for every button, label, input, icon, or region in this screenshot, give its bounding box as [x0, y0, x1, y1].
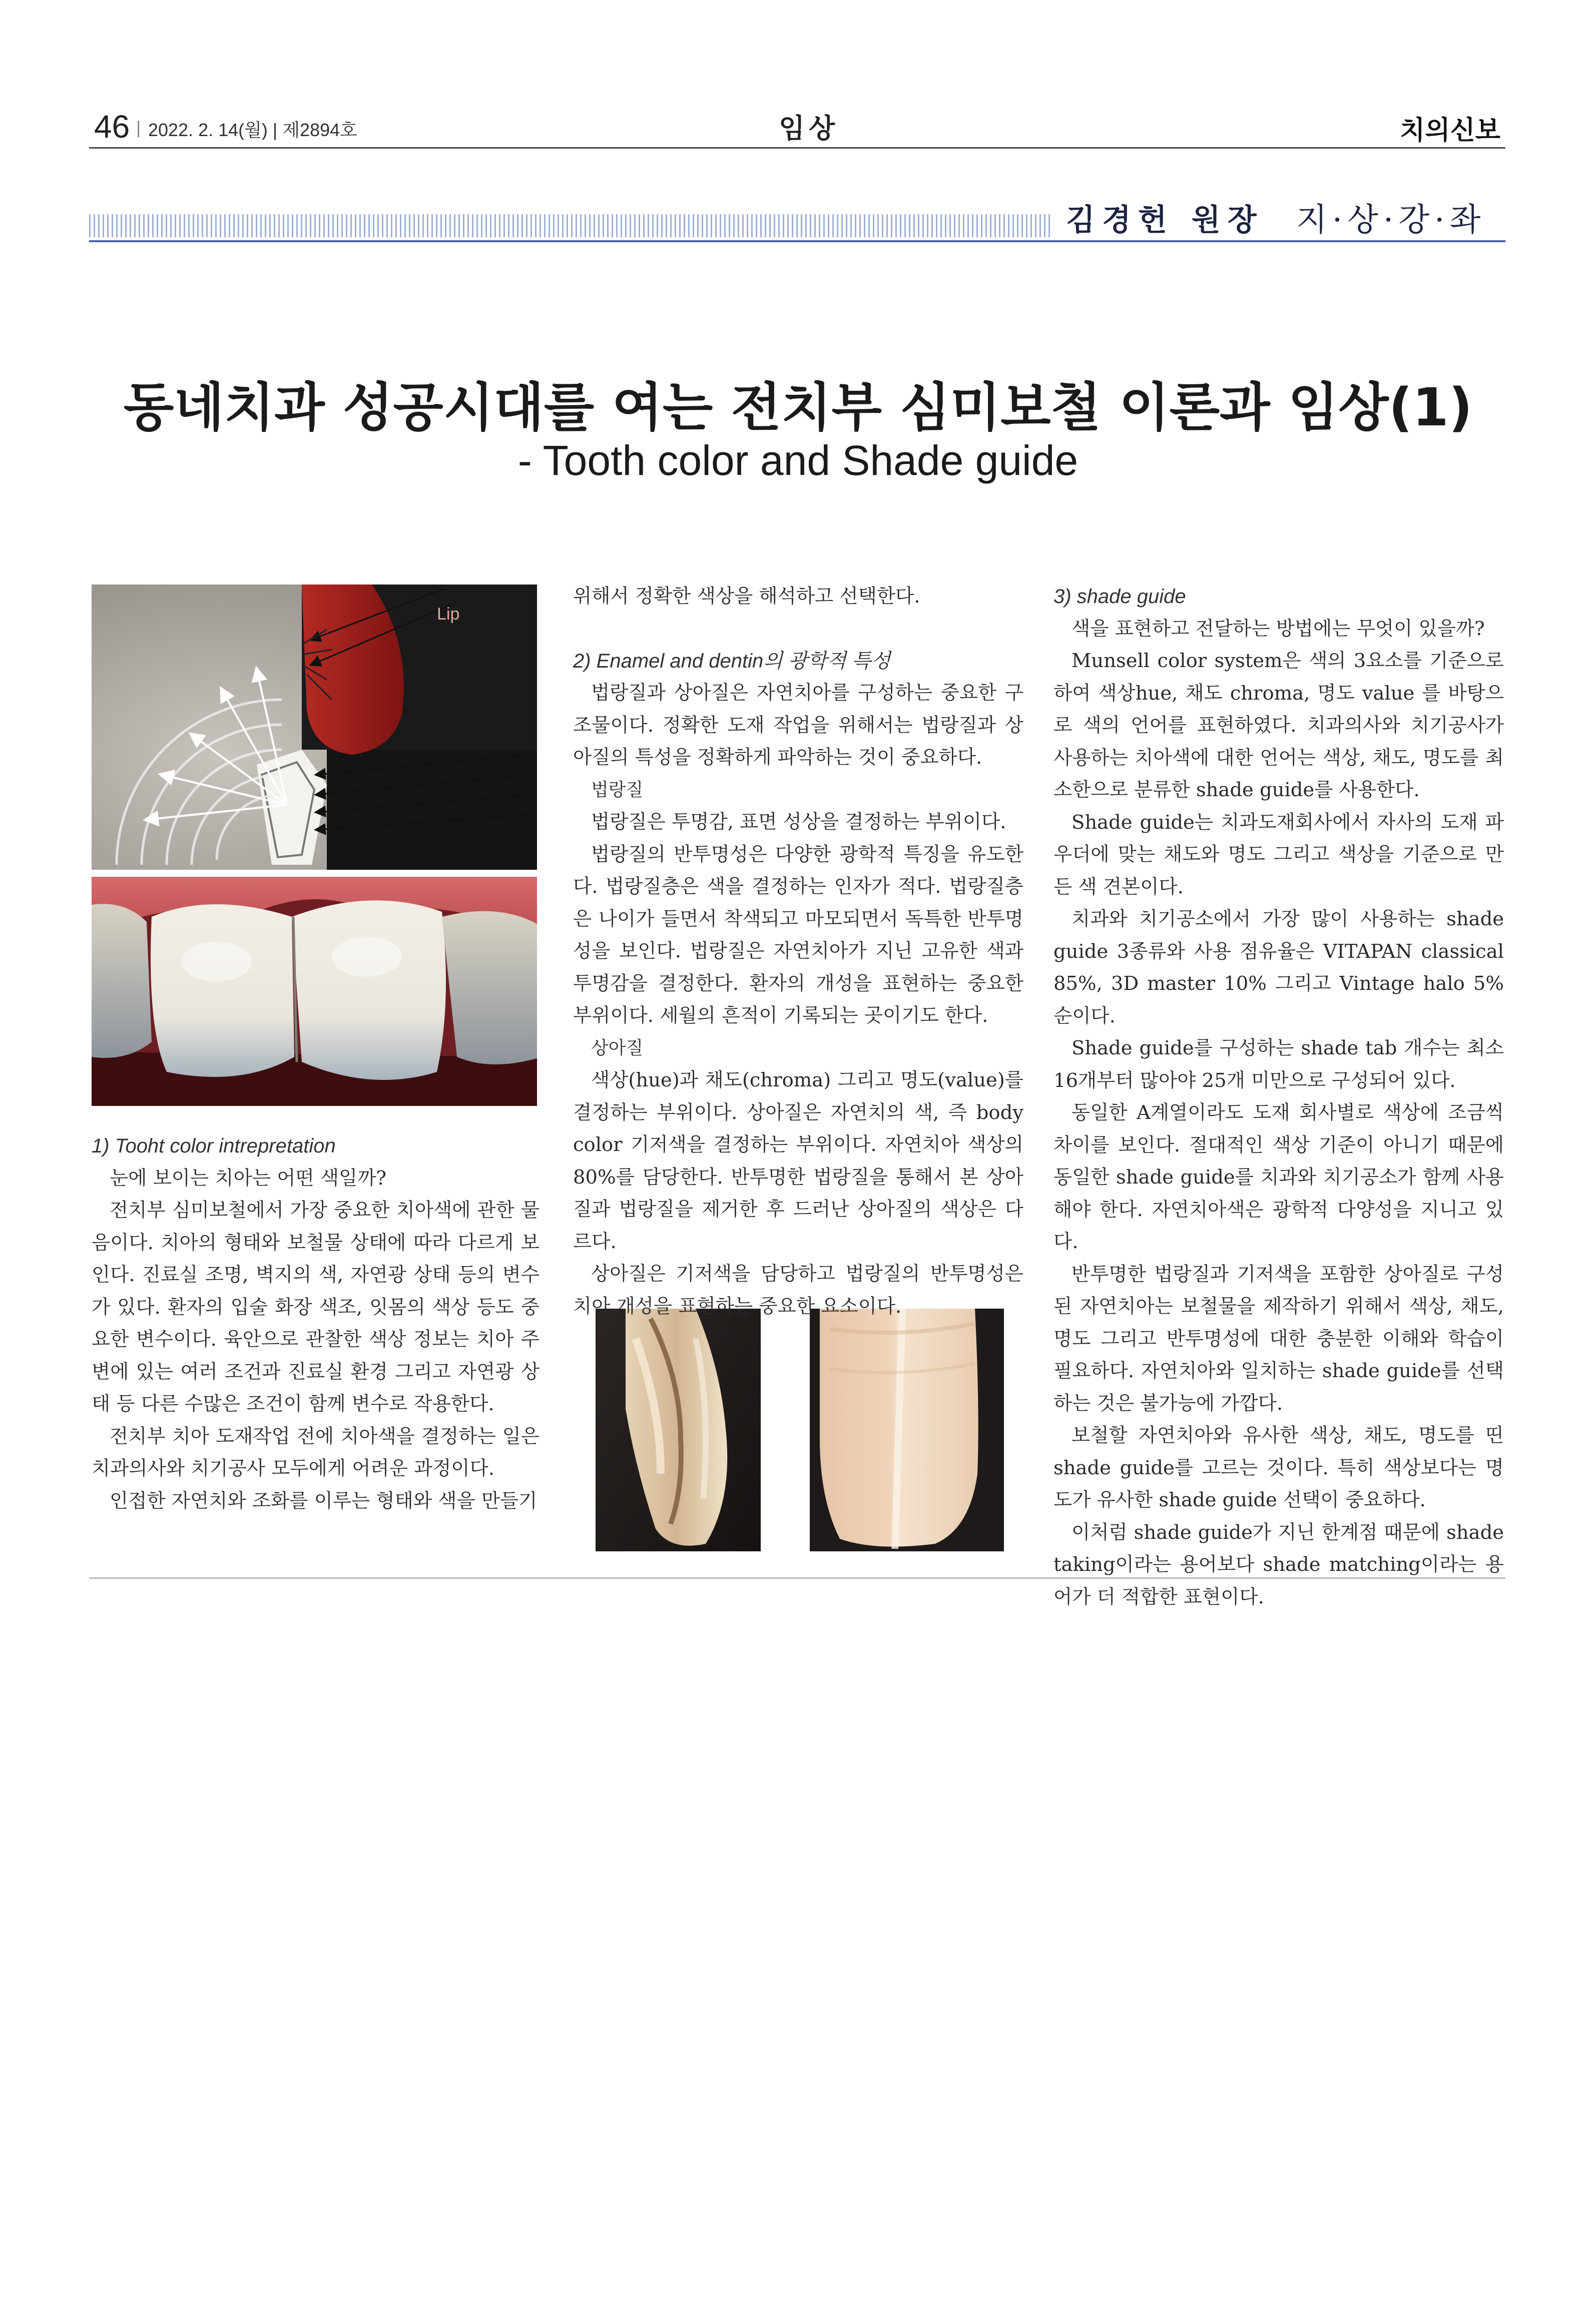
series-name: 지·상·강·좌 [1296, 202, 1486, 239]
bottom-rule [89, 1577, 1505, 1579]
column-middle [573, 580, 1023, 1323]
crown-closeup-photo [810, 1309, 1004, 1551]
section-heading: 3) shade guide [1053, 586, 1186, 608]
author-name: 김경헌 원장 [1066, 203, 1264, 238]
body-paragraph: 위해서 정확한 색상을 해석하고 선택한다. [573, 585, 920, 608]
section-name: 임상 [779, 113, 839, 144]
tooth-section-photo [596, 1309, 761, 1551]
body-paragraph: 이처럼 shade guide가 지닌 한계점 때문에 shade taking이라는 용어보다 shade matching이라는 용어가 더 적합한 표현이다. [1053, 1521, 1504, 1608]
subsection-heading: 법랑질 [591, 779, 644, 800]
body-paragraph: 법랑질은 투명감, 표면 성상을 결정하는 부위이다. [591, 811, 1006, 833]
body-paragraph: Shade guide는 치과도재회사에서 자사의 도재 파우더에 맞는 채도와 명도 그리고 색상을 기준으로 만든 색 견본이다. [1053, 811, 1504, 898]
body-paragraph: 전치부 심미보철에서 가장 중요한 치아색에 관한 물음이다. 치아의 형태와 보철물 상태에 따라 다르게 보인다. 진료실 조명, 벽지의 색, 자연광 상태 등의 변수가 있다. 환자의 입술 화장 색조, 잇몸의 색상 등도 중요한 변수이다. 육안으로 관찰한 색상 정보는 치아 주변에 있는 여러 조건과 진료실 환경 그리고 자연광 상태 등 다른 수많은 조건이 함께 변수로 작용한다. [92, 1199, 540, 1415]
column-left [92, 1130, 540, 1517]
body-paragraph: Munsell color system은 색의 3요소를 기준으로 하여 색상hue, 채도 chroma, 명도 value 를 바탕으로 색의 언어를 표현하였다. 치과의사와 치기공사가 사용하는 치아색에 대한 언어는 색상, 채도, 명도를 최소한으로 분류한 shade guide를 사용한다. [1053, 650, 1504, 801]
body-paragraph: 법랑질과 상아질은 자연치아를 구성하는 중요한 구조물이다. 정확한 도재 작업을 위해서는 법랑질과 상아질의 특성을 정확하게 파악하는 것이 중요하다. [573, 682, 1023, 769]
series-rule [89, 240, 1505, 242]
series-decoration-stripe [89, 214, 1050, 237]
paragraph-spacer [573, 613, 1023, 645]
column-right [1053, 580, 1504, 1613]
section-heading: 1) Tooht color intrepretation [92, 1135, 336, 1157]
body-paragraph: 상아질은 기저색을 담당하고 법랑질의 반투명성은 치아 개성을 표현하는 중요한 요소이다. [573, 1263, 1023, 1318]
body-paragraph: 반투명한 법랑질과 기저색을 포함한 상아질로 구성된 자연치아는 보철물을 제작하기 위해서 색상, 채도, 명도 그리고 반투명성에 대한 충분한 이해와 학습이 필요하다. 자연치아와 일치하는 shade guide를 선택하는 것은 불가능에 가깝다. [1053, 1263, 1504, 1415]
body-paragraph: 치과와 치기공소에서 가장 많이 사용하는 shade guide 3종류와 사용 점유율은 VITAPAN classical 85%, 3D master 10% 그리고 Vintage halo 5% 순이다. [1053, 908, 1504, 1027]
article-title: 동네치과 성공시대를 여는 전치부 심미보철 이론과 임상(1) [123, 377, 1473, 438]
body-paragraph: 색을 표현하고 전달하는 방법에는 무엇이 있을까? [1072, 617, 1485, 640]
body-paragraph: 법랑질의 반투명성은 다양한 광학적 특징을 유도한다. 법랑질층은 색을 결정하는 인자가 적다. 법랑질층은 나이가 들면서 착색되고 마모되면서 독특한 반투명성을 보인다. 법랑질은 자연치아가 지닌 고유한 색과 투명감을 결정한다. 환자의 개성을 표현하는 중요한 부위이다. 세월의 흔적이 기록되는 곳이기도 한다. [573, 843, 1023, 1027]
article-subtitle: - Tooth color and Shade guide [517, 437, 1079, 484]
body-paragraph: 전치부 치아 도재작업 전에 치아색을 결정하는 일은 치과의사와 치기공사 모두에게 어려운 과정이다. [92, 1425, 540, 1480]
header-divider: | [136, 117, 141, 138]
body-paragraph: 보철할 자연치아와 유사한 색상, 채도, 명도를 띤 shade guide를 고르는 것이다. 특히 색상보다는 명도가 유사한 shade guide 선택이 중요하다. [1053, 1424, 1504, 1511]
section-heading: 2) Enamel and dentin의 광학적 특성 [573, 650, 891, 672]
body-paragraph: 인접한 자연치와 조화를 이루는 형태와 색을 만들기 [110, 1489, 538, 1512]
lip-label: Lip [437, 605, 460, 624]
issue-date: 2022. 2. 14(월) | 제2894호 [148, 120, 357, 140]
body-paragraph: 색상(hue)과 채도(chroma) 그리고 명도(value)를 결정하는 부위이다. 상아질은 자연치의 색, 즉 body color 기저색을 결정하는 부위이다. 자연치아 색상의 80%를 담당한다. 반투명한 법랑질을 통해서 본 상아질과 법랑질을 제거한 후 드러난 상아질의 색상은 다르다. [573, 1069, 1023, 1253]
incisors-photo [92, 877, 537, 1106]
body-paragraph: Shade guide를 구성하는 shade tab 개수는 최소 16개부터 많아야 25개 미만으로 구성되어 있다. [1053, 1037, 1504, 1092]
newspaper-name: 치의신보 [1400, 116, 1500, 146]
header-rule [89, 147, 1505, 149]
page-header [89, 109, 1505, 146]
light-reflection-diagram [92, 585, 537, 870]
subsection-heading: 상아질 [591, 1037, 644, 1058]
body-paragraph: 동일한 A계열이라도 도재 회사별로 색상에 조금씩 차이를 보인다. 절대적인 색상 기준이 아니기 때문에 동일한 shade guide를 치과와 치기공소가 함께 사용해야 한다. 자연치아색은 광학적 다양성을 지니고 있다. [1053, 1101, 1504, 1253]
body-paragraph: 눈에 보이는 치아는 어떤 색일까? [110, 1167, 387, 1190]
page-number: 46 [94, 109, 130, 145]
